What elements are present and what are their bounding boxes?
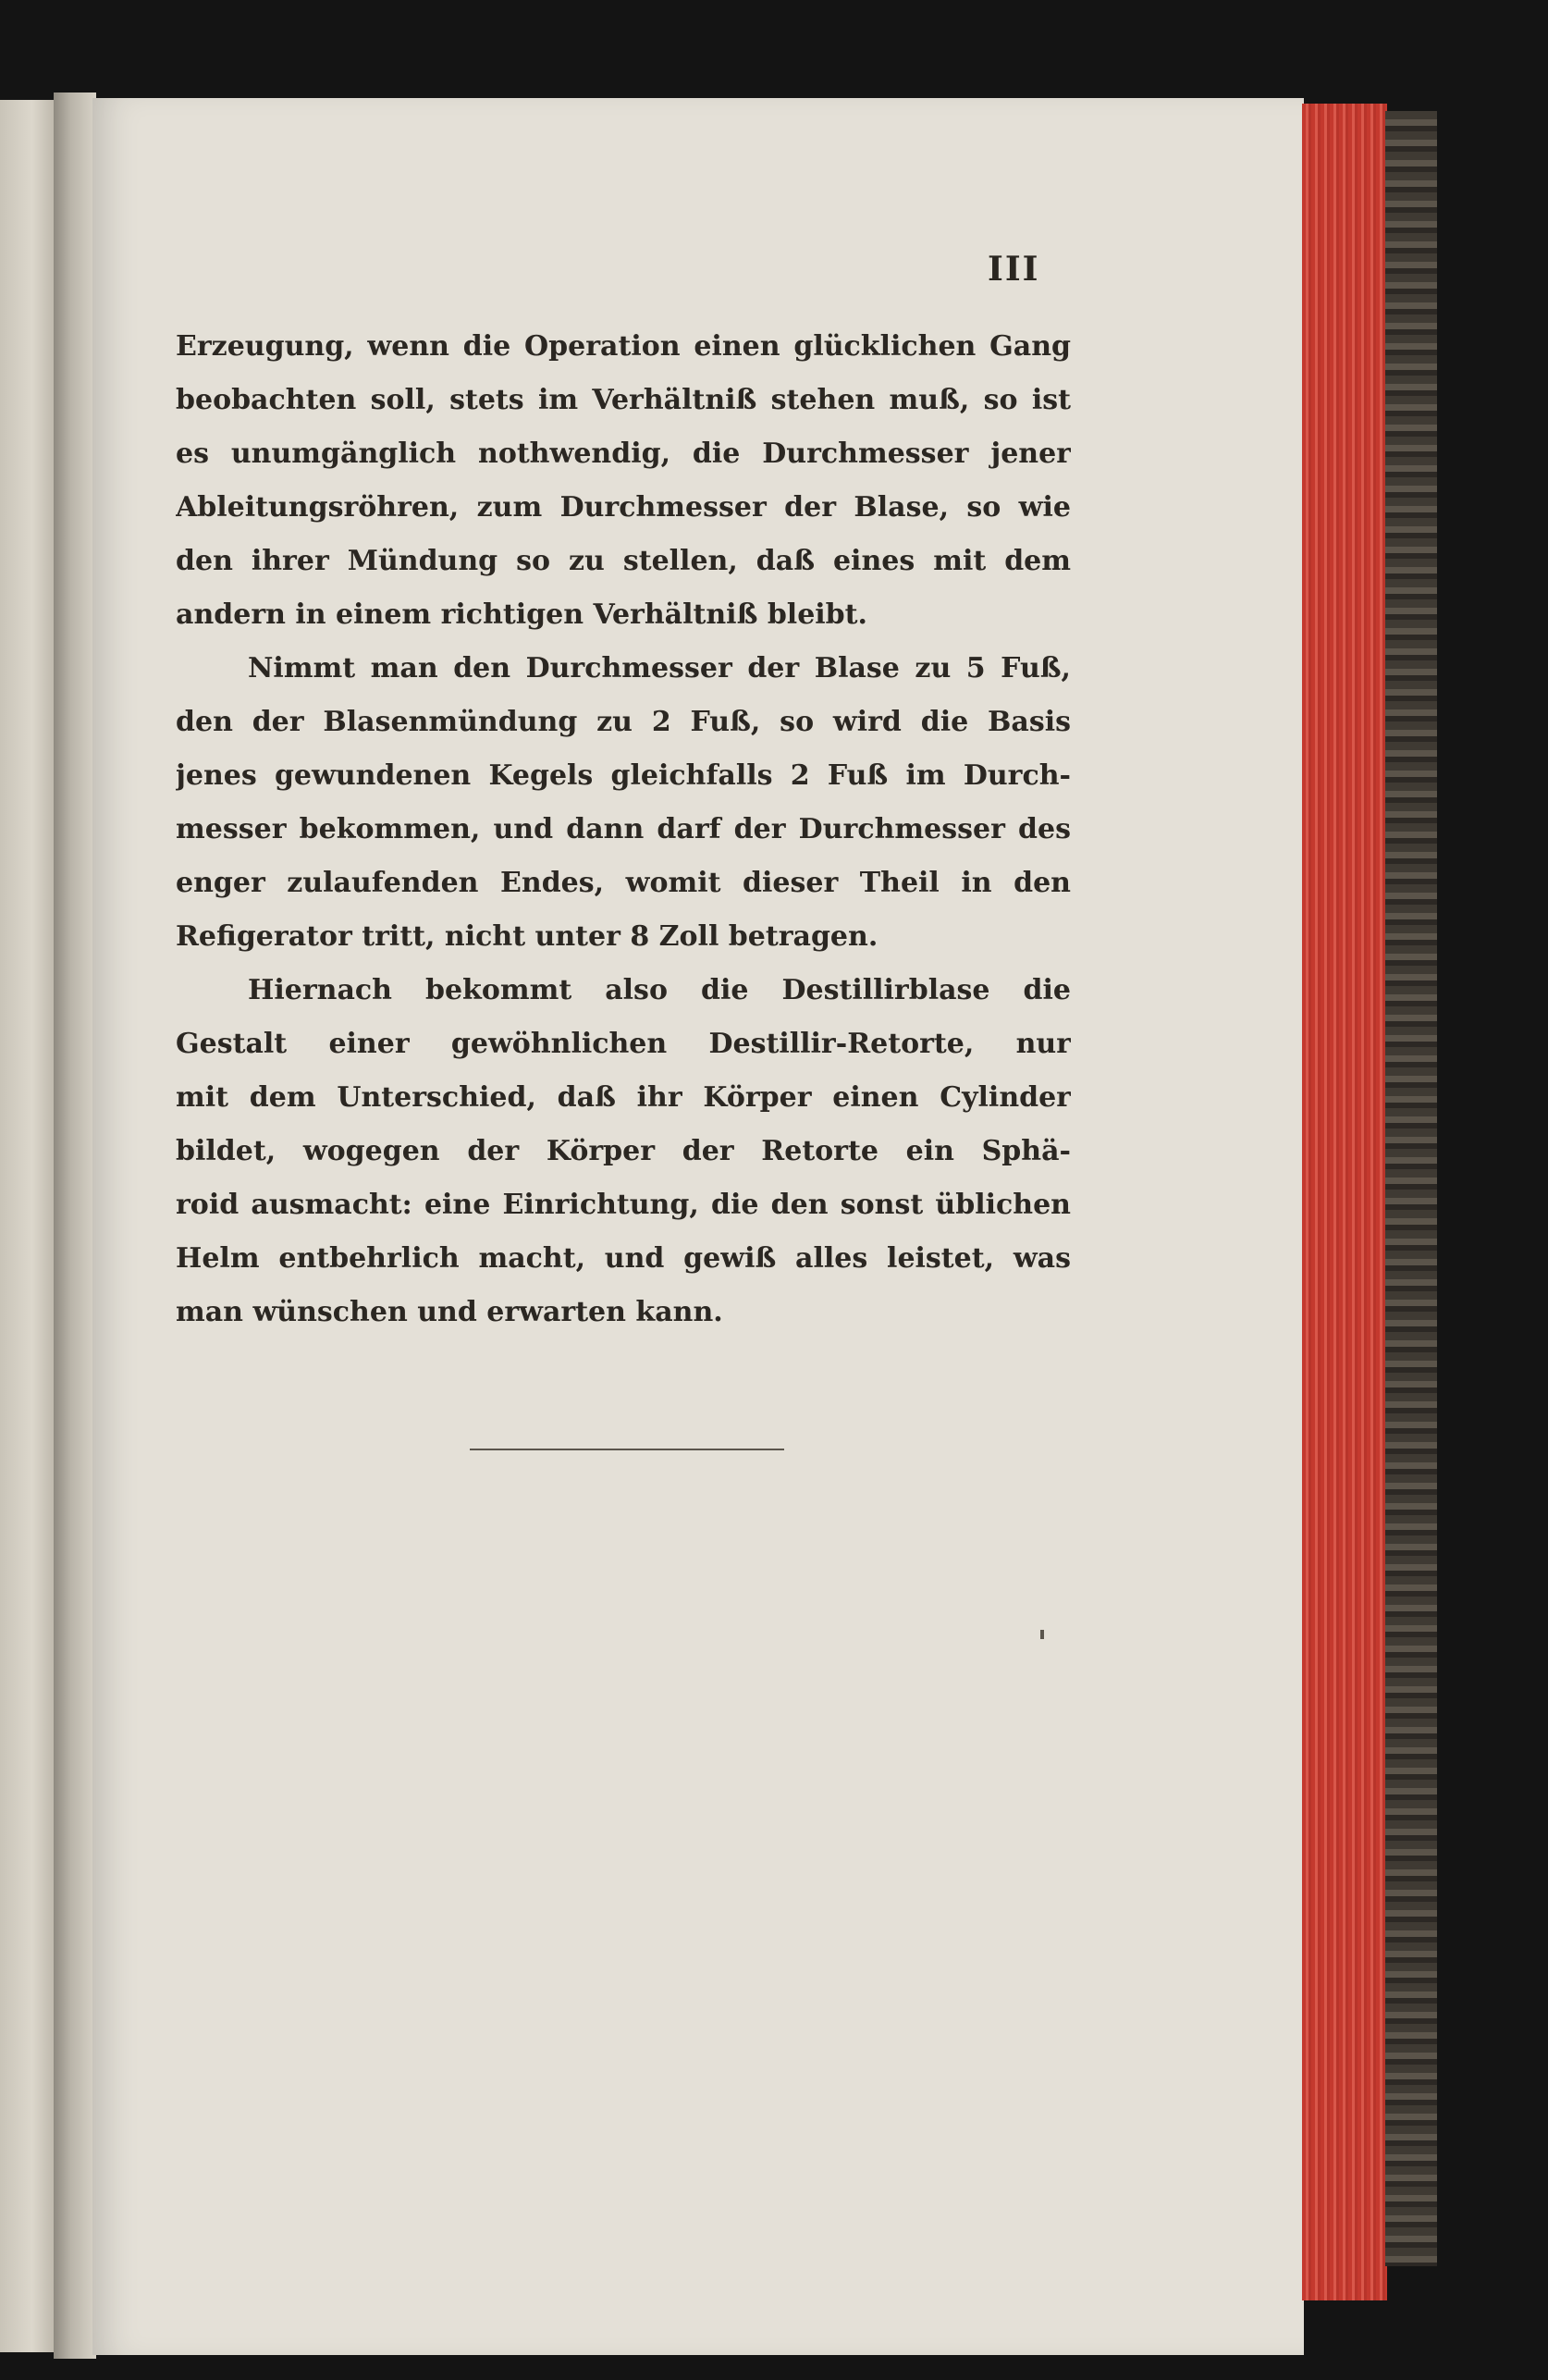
text-line: Erzeugung, wenn die Operation einen glücklichen Gang bbox=[176, 330, 1071, 363]
text-line: Helm entbehrlich macht, und gewiß alles leistet, was bbox=[176, 1242, 1071, 1275]
book-binding bbox=[1385, 111, 1437, 2266]
text-line: Nimmt man den Durchmesser der Blase zu 5 Fuß, bbox=[248, 652, 1071, 684]
text-line: Ableitungsröhren, zum Durchmesser der Blase, so wie bbox=[176, 491, 1071, 524]
text-line: Refigerator tritt, nicht unter 8 Zoll betragen. bbox=[176, 920, 878, 953]
text-line: den ihrer Mündung so zu stellen, daß eines mit dem bbox=[176, 545, 1071, 577]
text-line: man wünschen und erwarten kann. bbox=[176, 1296, 723, 1328]
text-line: beobachten soll, stets im Verhältniß stehen muß, so ist bbox=[176, 384, 1071, 416]
text-line: enger zulaufenden Endes, womit dieser Theil in den bbox=[176, 867, 1071, 899]
book-gutter bbox=[54, 92, 96, 2359]
facing-page-edge bbox=[0, 100, 54, 2352]
paper-speck bbox=[1040, 1630, 1044, 1639]
text-line: messer bekommen, und dann darf der Durchmesser des bbox=[176, 813, 1071, 845]
text-line: den der Blasenmündung zu 2 Fuß, so wird die Basis bbox=[176, 706, 1071, 738]
text-line: roid ausmacht: eine Einrichtung, die den sonst üblichen bbox=[176, 1189, 1071, 1221]
text-line: jenes gewundenen Kegels gleichfalls 2 Fuß im Durch- bbox=[176, 759, 1071, 792]
text-line: Hiernach bekommt also die Destillirblase die bbox=[248, 974, 1071, 1006]
text-line: mit dem Unterschied, daß ihr Körper einen Cylinder bbox=[176, 1081, 1071, 1114]
body-text bbox=[176, 320, 1071, 1339]
page-edges bbox=[1302, 104, 1387, 2300]
text-line: bildet, wogegen der Körper der Retorte ein Sphä- bbox=[176, 1135, 1071, 1167]
text-line: andern in einem richtigen Verhältniß bleibt. bbox=[176, 598, 867, 631]
page-number: III bbox=[988, 250, 1040, 289]
text-line: es unumgänglich nothwendig, die Durchmesser jener bbox=[176, 438, 1071, 470]
text-line: Gestalt einer gewöhnlichen Destillir-Retorte, nur bbox=[176, 1028, 1071, 1060]
section-divider bbox=[470, 1449, 784, 1450]
